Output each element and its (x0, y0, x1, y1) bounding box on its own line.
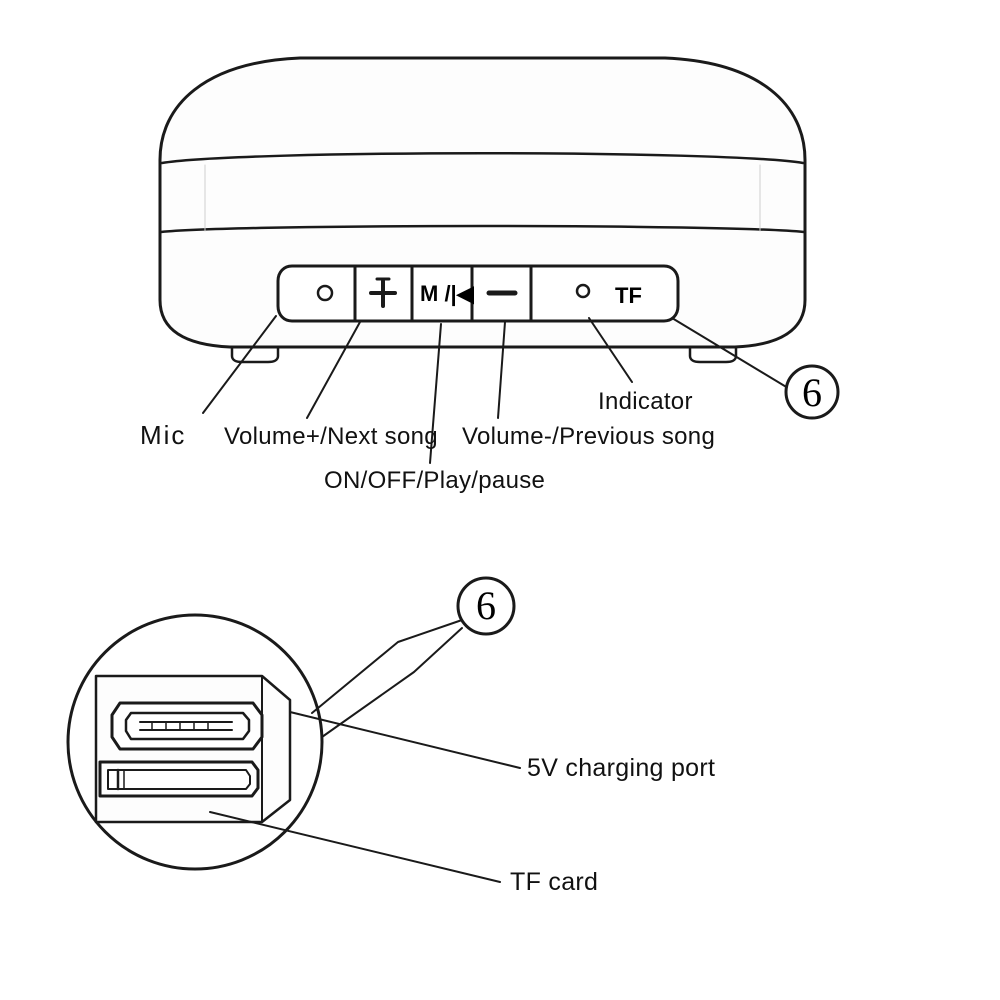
mode-play-glyph: M /|◀ (420, 281, 474, 306)
detail-magnifier (68, 615, 322, 869)
indicator-led (577, 285, 589, 297)
callout-number-top: 6 (802, 370, 822, 415)
label-tf-card: TF card (510, 868, 599, 896)
mic-hole (318, 286, 332, 300)
label-volume-up: Volume+/Next song (224, 423, 438, 450)
callout-number-bottom: 6 (476, 583, 496, 628)
label-volume-down: Volume-/Previous song (462, 423, 716, 450)
label-mic: Mic (140, 420, 187, 450)
label-indicator: Indicator (598, 388, 693, 415)
label-on-off-play-pause: ON/OFF/Play/pause (324, 467, 546, 494)
label-charging-port: 5V charging port (527, 754, 716, 782)
tf-glyph: TF (615, 283, 642, 308)
